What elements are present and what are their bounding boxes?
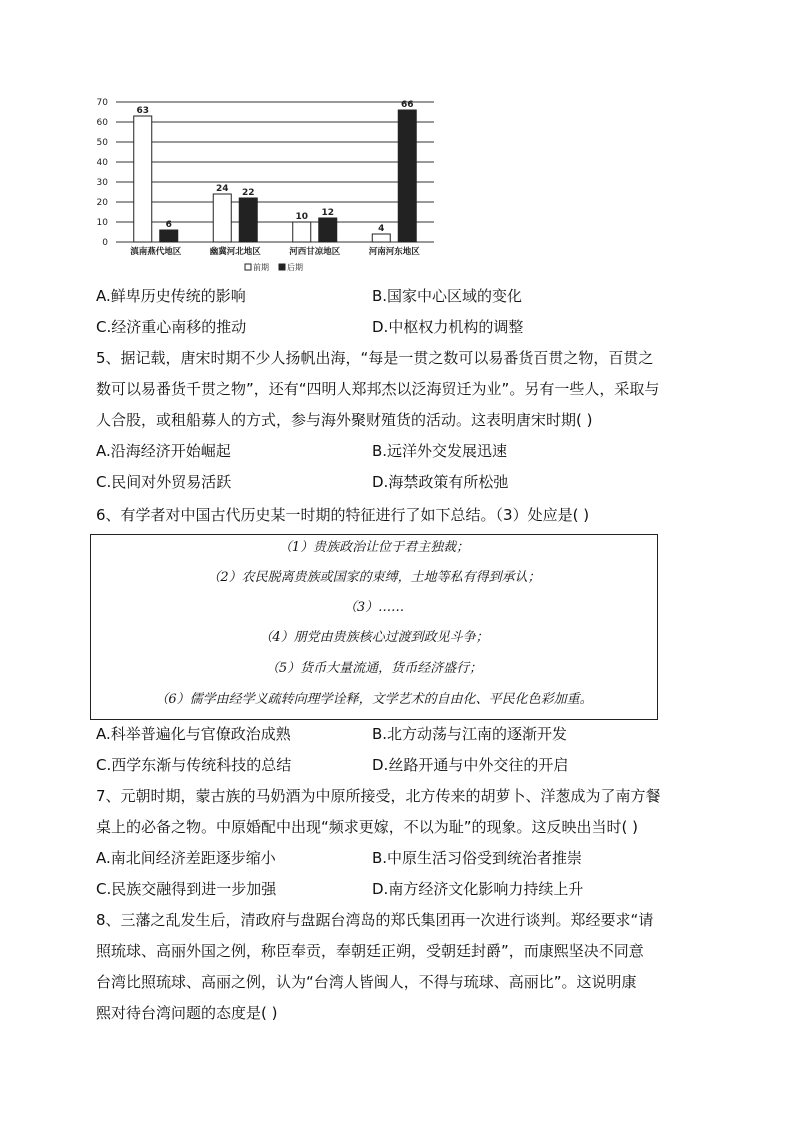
q6-option-b: B.北方动荡与江南的逐渐开发 — [372, 725, 568, 743]
q4-option-d: D.中枢权力机构的调整 — [372, 318, 524, 336]
bar — [372, 234, 390, 242]
q6-option-c: C.西学东渐与传统科技的总结 — [96, 756, 292, 774]
q7-option-b: B.中原生活习俗受到统治者推崇 — [372, 849, 583, 867]
q6-box-line-6: （6）儒学由经学义疏转向理学诠释，文学艺术的自由化、平民化色彩加重。 — [155, 692, 593, 707]
y-tick-label: 60 — [96, 118, 108, 128]
bar — [239, 198, 257, 242]
q5-option-c: C.民间对外贸易活跃 — [96, 473, 232, 491]
q8-stem-line-3: 台湾比照琉球、高丽之例，认为“台湾人皆闽人，不得与琉球、高丽比”。这说明康 — [96, 973, 637, 991]
legend-swatch — [279, 264, 285, 270]
q8-stem-line-4: 熙对待台湾问题的态度是( ) — [96, 1004, 278, 1022]
bar — [213, 194, 231, 242]
q7-option-d: D.南方经济文化影响力持续上升 — [372, 880, 584, 898]
bar-chart-svg — [88, 94, 438, 280]
data-label: 66 — [400, 100, 414, 110]
q6-box-line-1: （1）贵族政治让位于君主独裁； — [278, 540, 470, 555]
data-label: 6 — [165, 220, 172, 230]
data-label: 63 — [136, 106, 150, 116]
q7-option-a: A.南北间经济差距逐步缩小 — [96, 849, 276, 867]
y-tick-label: 70 — [96, 98, 108, 108]
legend-swatch — [245, 264, 251, 270]
q8-stem-line-1: 8、三藩之乱发生后，清政府与盘踞台湾岛的郑氏集团再一次进行谈判。郑经要求“请 — [96, 911, 654, 929]
bar — [293, 222, 311, 242]
q6-summary-box — [90, 534, 658, 720]
x-tick-label: 滇南燕代地区 — [130, 247, 182, 257]
q5-option-b: B.远洋外交发展迅速 — [372, 442, 508, 460]
data-label: 22 — [241, 188, 255, 198]
q6-box-line-5: （5）货币大量流通，货币经济盛行； — [265, 661, 483, 676]
q6-stem: 6、有学者对中国古代历史某一时期的特征进行了如下总结。（3）处应是( ) — [96, 506, 590, 524]
q4-option-b: B.国家中心区域的变化 — [372, 287, 523, 305]
x-tick-label: 河南河东地区 — [368, 247, 420, 257]
y-tick-label: 10 — [96, 218, 108, 228]
q5-stem-line-1: 5、据记载，唐宋时期不少人扬帆出海，“每是一贯之数可以易番货百贯之物，百贯之 — [96, 349, 654, 367]
q5-stem-line-2: 数可以易番货千贯之物”，还有“四明人郑邦杰以泛海贸迁为业”。另有一些人，采取与 — [96, 380, 660, 398]
bar — [319, 218, 337, 242]
data-label: 12 — [321, 208, 335, 218]
q7-stem-line-2: 桌上的必备之物。中原婚配中出现“频求更嫁，不以为耻”的现象。这反映出当时( ) — [96, 818, 639, 836]
y-tick-label: 20 — [96, 198, 108, 208]
q6-option-d: D.丝路开通与中外交往的开启 — [372, 756, 569, 774]
q7-option-c: C.民族交融得到进一步加强 — [96, 880, 277, 898]
q7-stem-line-1: 7、元朝时期，蒙古族的马奶酒为中原所接受，北方传来的胡萝卜、洋葱成为了南方餐 — [96, 787, 661, 805]
q5-option-a: A.沿海经济开始崛起 — [96, 442, 231, 460]
q6-box-line-2: （2）农民脱离贵族或国家的束缚，土地等私有得到承认； — [207, 570, 541, 585]
y-tick-label: 40 — [96, 158, 108, 168]
q6-box-line-3: （3）…… — [343, 600, 405, 615]
bar — [160, 230, 178, 242]
data-label: 4 — [378, 224, 385, 234]
legend-label: 前期 — [253, 263, 269, 272]
q4-option-c: C.经济重心南移的推动 — [96, 318, 247, 336]
y-tick-label: 0 — [102, 238, 108, 248]
q5-stem-line-3: 人合股，或租船募人的方式，参与海外聚财殖货的活动。这表明唐宋时期( ) — [96, 411, 593, 429]
data-label: 24 — [215, 184, 229, 194]
x-tick-label: 幽冀河北地区 — [209, 247, 261, 257]
bar-chart — [88, 94, 438, 280]
bar — [134, 116, 152, 242]
x-tick-label: 河西甘凉地区 — [289, 247, 341, 257]
q4-option-a: A.鲜卑历史传统的影响 — [96, 287, 246, 305]
data-label: 10 — [295, 212, 309, 222]
q8-stem-line-2: 照琉球、高丽外国之例，称臣奉贡，奉朝廷正朔，受朝廷封爵”，而康熙坚决不同意 — [96, 942, 644, 960]
q6-box-line-4: （4）朋党由贵族核心过渡到政见斗争； — [259, 630, 489, 645]
q5-option-d: D.海禁政策有所松弛 — [372, 473, 509, 491]
y-tick-label: 30 — [96, 178, 108, 188]
legend-label: 后期 — [287, 263, 303, 272]
bar — [398, 110, 416, 242]
y-tick-label: 50 — [96, 138, 108, 148]
q6-option-a: A.科举普遍化与官僚政治成熟 — [96, 725, 291, 743]
